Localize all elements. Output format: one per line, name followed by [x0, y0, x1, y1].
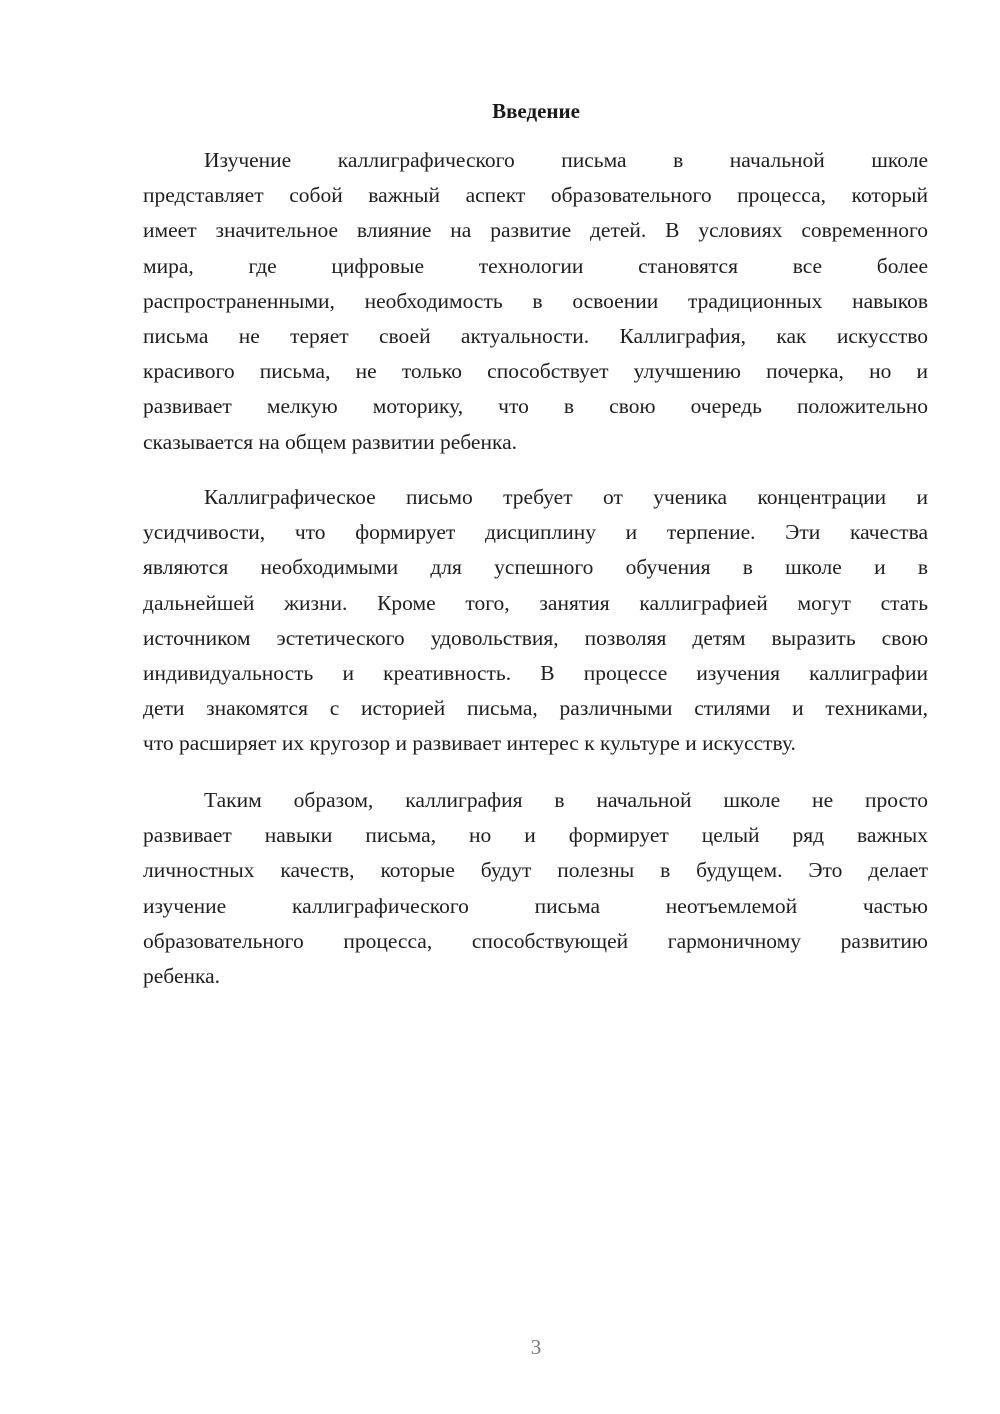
paragraph-2 — [143, 480, 928, 762]
text-line: распространенными, необходимость в освоении традиционных навыков — [143, 288, 928, 313]
text-line: источником эстетического удовольствия, позволяя детям выразить свою — [143, 625, 928, 650]
text-line: красивого письма, не только способствует улучшению почерка, но и — [143, 359, 928, 384]
text-line: развивает навыки письма, но и формирует целый ряд важных — [143, 823, 928, 848]
section-title: Введение — [492, 99, 580, 123]
text-line: сказывается на общем развитии ребенка. — [143, 429, 518, 454]
text-line: изучение каллиграфического письма неотъемлемой частью — [143, 893, 928, 918]
text-line: мира, где цифровые технологии становятся все более — [143, 253, 928, 278]
text-line: усидчивости, что формирует дисциплину и терпение. Эти качества — [143, 520, 928, 545]
text-line: личностных качеств, которые будут полезны в будущем. Это делает — [143, 858, 928, 883]
text-line: индивидуальность и креативность. В процессе изучения каллиграфии — [143, 660, 928, 685]
paragraph-3 — [143, 783, 928, 994]
page-number: 3 — [530, 1335, 542, 1359]
text-line: Таким образом, каллиграфия в начальной школе не просто — [204, 788, 928, 812]
text-line: дети знакомятся с историей письма, различными стилями и техниками, — [143, 696, 928, 721]
text-line: дальнейшей жизни. Кроме того, занятия каллиграфией могут стать — [143, 590, 928, 615]
text-line: письма не теряет своей актуальности. Каллиграфия, как искусство — [143, 323, 928, 348]
text-line: образовательного процесса, способствующей гармоничному развитию — [143, 928, 928, 953]
text-line: Изучение каллиграфического письма в начальной школе — [204, 148, 928, 172]
text-line: ребенка. — [143, 963, 221, 988]
text-line: представляет собой важный аспект образовательного процесса, который — [143, 183, 928, 208]
text-line: развивает мелкую моторику, что в свою очередь положительно — [143, 394, 928, 419]
text-line: Каллиграфическое письмо требует от ученика концентрации и — [204, 485, 928, 509]
text-line: имеет значительное влияние на развитие детей. В условиях современного — [143, 218, 928, 243]
paragraph-1 — [143, 143, 928, 460]
text-line: являются необходимыми для успешного обучения в школе и в — [143, 555, 928, 580]
text-line: что расширяет их кругозор и развивает интерес к культуре и искусству. — [143, 731, 796, 756]
